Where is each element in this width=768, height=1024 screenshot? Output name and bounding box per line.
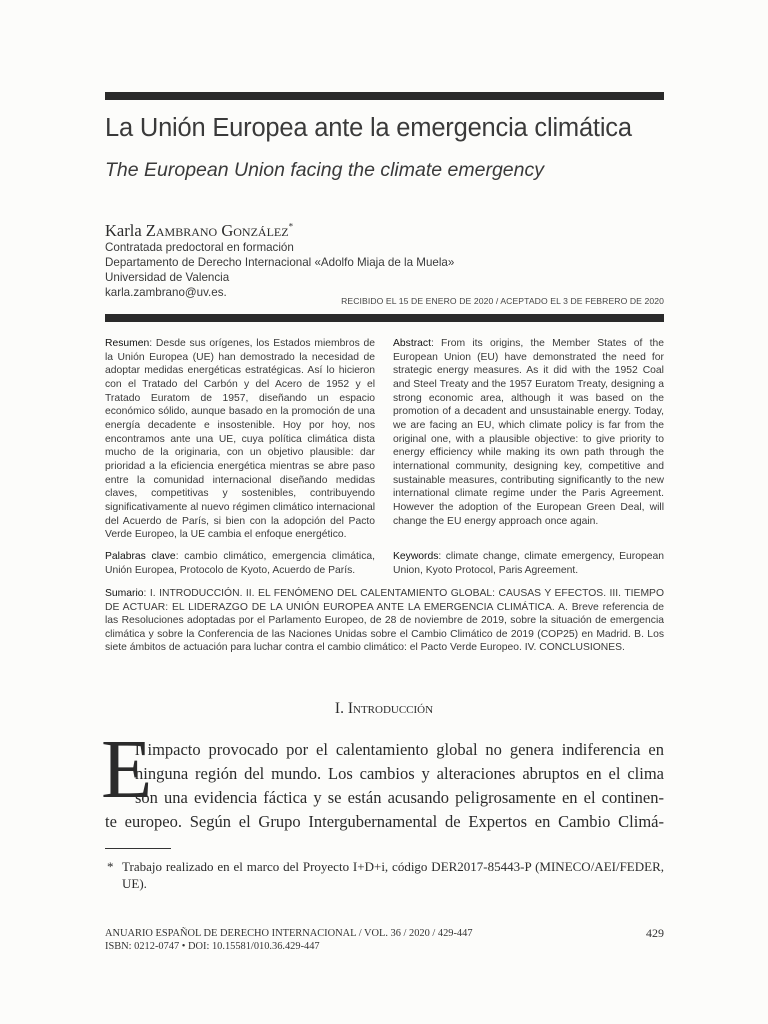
author-first-name: Karla	[105, 221, 146, 240]
author-last-name: Zambrano González	[145, 221, 289, 240]
abstract-rule	[105, 314, 664, 322]
author-name	[105, 221, 293, 241]
intro-line-1: l impacto provocado por el calentamiento global no genera indiferencia en	[135, 740, 664, 759]
resumen-label: Resumen	[105, 338, 150, 349]
author-footnote-mark: *	[288, 221, 294, 232]
palabras-clave	[105, 550, 375, 577]
affiliation-university: Universidad de Valencia	[105, 270, 230, 284]
affiliation-department: Departamento de Derecho Internacional «Adolfo Miaja de la Muela»	[105, 255, 455, 269]
intro-line-4: te europeo. Según el Grupo Intergubernamental de Expertos en Cambio Climá-	[105, 812, 664, 831]
footnote-rule	[105, 848, 171, 849]
abstract-label: Abstract	[393, 338, 431, 349]
top-rule	[105, 92, 664, 100]
footnote-text: Trabajo realizado en el marco del Proyecto I+D+i, código DER2017-85443-P (MINECO/AEI/FEDER, UE).	[122, 859, 664, 891]
affiliation-position: Contratada predoctoral en formación	[105, 241, 294, 254]
keywords-text: : climate change, climate emergency, European Union, Kyoto Protocol, Paris Agreement.	[393, 551, 664, 576]
drop-cap: E	[101, 723, 153, 816]
article-subtitle: The European Union facing the climate emergency	[105, 159, 544, 181]
author-affiliation	[105, 241, 454, 301]
resumen-text: : Desde sus orígenes, los Estados miembros de la Unión Europea (UE) han demostrado la necesidad de adoptar medidas energéticas estratégicas. Así lo hicieron con el Tratado del Carbón y del Acero de 1952 y el Tratado Euratom de 1957, diseñando un espacio económico sólido, aunque basado en la promoción de una energía decadente e insostenible. Hoy por hoy, nos encontramos ante una UE, cuya política climática dista mucho de la originaria, con un objetivo plausible: dar prioridad a la eficiencia energética mientras se abre paso entre la comunidad internacional diseñando medidas claves, competitivas y sostenibles, contribuyendo significativamente al nuevo régimen climático internacional del Acuerdo de París, si bien con la adopción del Pacto Verde Europeo, la UE cambia el enfoque energético.	[105, 338, 375, 541]
footnote-mark: *	[107, 859, 114, 874]
sumario-text: : I. INTRODUCCIÓN. II. EL FENÓMENO DEL CALENTAMIENTO GLOBAL: CAUSAS Y EFECTOS. III. TIEMPO DE ACTUAR: EL LIDERAZGO DE LA UNIÓN EUROPEA ANTE LA EMERGENCIA CLIMÁTICA. A. Breve referencia de las Resoluciones adoptadas por el Parlamento Europeo, de 28 de noviembre de 2019, sobre la situación de emergencia climática y sobre la Conferencia de las Naciones Unidas sobre el Cambio Climático de 2019 (COP25) en Madrid. B. Los siete ámbitos de actuación para luchar contra el cambio climático: el Pacto Verde Europeo. IV. CONCLUSIONES.	[105, 588, 664, 654]
affiliation-email[interactable]: karla.zambrano@uv.es.	[105, 285, 227, 299]
intro-line-3: son una evidencia fáctica y se están acusando peligrosamente en el continen-	[135, 788, 664, 807]
keywords-label: Keywords	[393, 551, 439, 562]
footnote	[105, 859, 664, 892]
palabras-text: : cambio climático, emergencia climática, Unión Europea, Protocolo de Kyoto, Acuerdo de París.	[105, 551, 375, 576]
resumen-paragraph	[105, 337, 375, 542]
journal-citation: ANUARIO ESPAÑOL DE DERECHO INTERNACIONAL / VOL. 36 / 2020 / 429-447	[105, 928, 473, 939]
section-title: Introducción	[347, 700, 434, 717]
sumario	[105, 587, 664, 655]
intro-line-2: ninguna región del mundo. Los cambios y alteraciones abruptos en el clima	[135, 764, 664, 783]
journal-identifiers: ISBN: 0212-0747 • DOI: 10.15581/010.36.429-447	[105, 941, 320, 952]
sumario-label: Sumario	[105, 588, 144, 599]
received-accepted-dates: RECIBIDO EL 15 DE ENERO DE 2020 / ACEPTADO EL 3 DE FEBRERO DE 2020	[341, 296, 664, 306]
section-heading	[0, 700, 768, 718]
article-title: La Unión Europea ante la emergencia climática	[105, 114, 632, 142]
abstract-paragraph	[393, 337, 664, 528]
abstract-text: : From its origins, the Member States of the European Union (EU) have demonstrated the need for strategic energy measures. As it did with the 1952 Coal and Steel Treaty and the 1957 Euratom Treaty, designing a strong economic area, although it was based on the promotion of a decadent and unsustainable energy. Today, we are facing an EU, which climate policy is far from the original one, with a plausible objective: to give priority to energy efficiency while making its own path through the international community, designing key, competitive and sustainable measures, contributing significantly to the new international climate regime under the Paris Agreement. However the adoption of the European Green Deal, will change the EU energy approach once again.	[393, 338, 664, 527]
journal-footer	[105, 927, 473, 953]
palabras-label: Palabras clave	[105, 551, 176, 562]
section-number: I.	[334, 700, 348, 717]
keywords	[393, 550, 664, 577]
page-number: 429	[646, 926, 664, 940]
